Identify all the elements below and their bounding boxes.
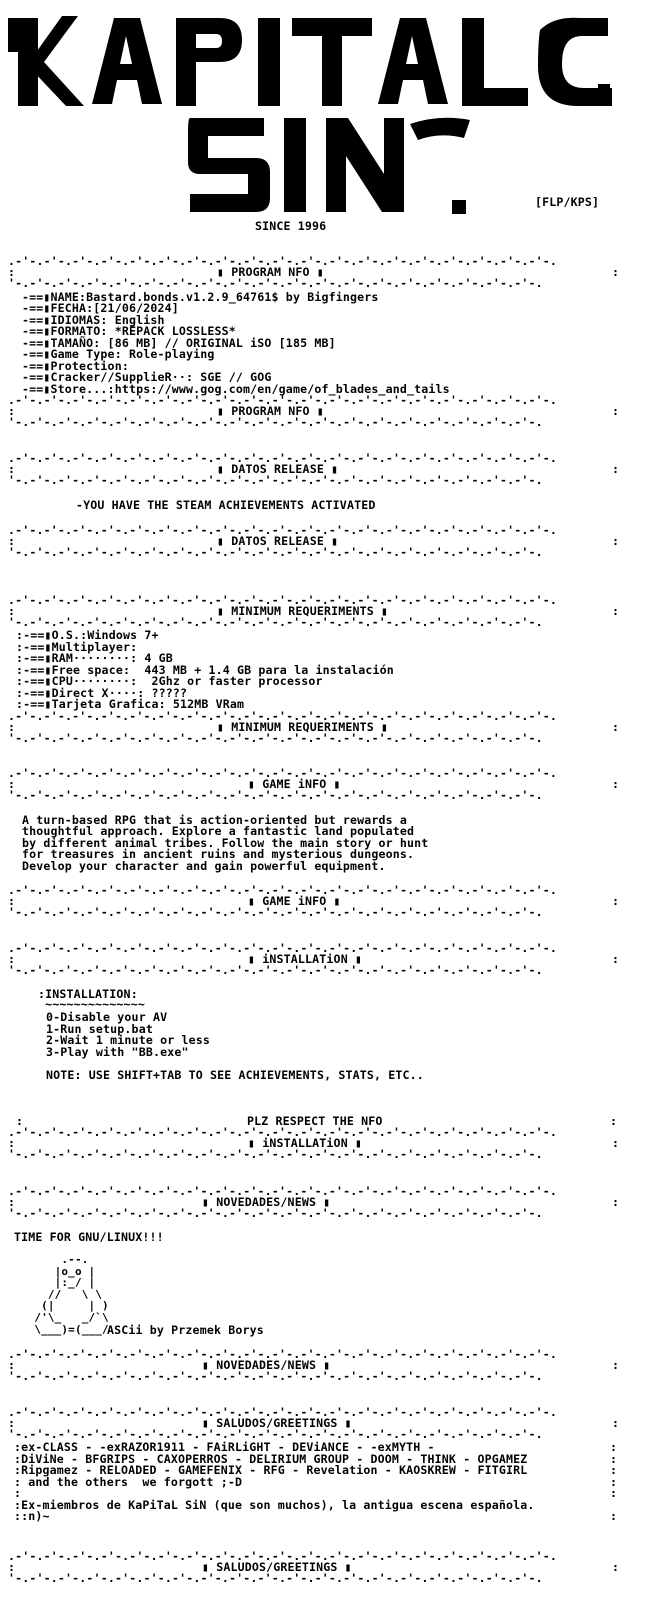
program-line: -==▮FECHA:[21/06/2024]	[22, 301, 179, 315]
since-label: SINCE 1996	[255, 219, 327, 233]
divider-top: .-'-.-'-.-'-.-'-.-'-.-'-.-'-.-'-.-'-.-'-.-'-.-'-.-'-.-'-.-'-.-'-.-'-.-'-.-'-.	[8, 941, 558, 955]
program-line: -==▮Store...:https://www.gog.com/en/game/of_blades_and_tails	[22, 382, 450, 396]
tux-art-line: |o_o |	[14, 1265, 96, 1278]
divider-colon-left: :	[8, 1560, 16, 1574]
divider-top: .-'-.-'-.-'-.-'-.-'-.-'-.-'-.-'-.-'-.-'-.-'-.-'-.-'-.-'-.-'-.-'-.-'-.-'-.-'-.	[8, 766, 558, 780]
tux-art-line: // \ \	[14, 1288, 103, 1301]
greetings-line: :Ripgamez - RELOADED - GAMEFENIX - RFG - Revelation - KAOSKREW - FITGIRL	[14, 1463, 528, 1477]
divider-colon-right: :	[612, 1195, 620, 1209]
divider-colon-left: :	[8, 265, 16, 279]
divider-bottom: '-.-'-.-'-.-'-.-'-.-'-.-'-.-'-.-'-.-'-.-'-.-'-.-'-.-'-.-'-.-'-.-'-.-'-.-'-.	[8, 731, 543, 745]
divider-bottom: '-.-'-.-'-.-'-.-'-.-'-.-'-.-'-.-'-.-'-.-'-.-'-.-'-.-'-.-'-.-'-.-'-.-'-.-'-.	[8, 1571, 543, 1585]
divider-top: .-'-.-'-.-'-.-'-.-'-.-'-.-'-.-'-.-'-.-'-.-'-.-'-.-'-.-'-.-'-.-'-.-'-.-'-.-'-.	[8, 451, 558, 465]
section-title-news-footer: ▮ NOVEDADES/NEWS ▮	[202, 1358, 331, 1372]
greetings-line: :	[14, 1486, 22, 1500]
greetings-line: :DiViNe - BFGRIPS - CAXOPERROS - DELIRIUM GROUP - DOOM - THINK - OPGAMEZ	[14, 1452, 528, 1466]
section-title-news: ▮ NOVEDADES/NEWS ▮	[202, 1195, 331, 1209]
divider-colon-right: :	[610, 1452, 618, 1466]
installation-step: 2-Wait 1 minute or less	[46, 1033, 210, 1047]
installation-note: NOTE: USE SHIFT+TAB TO SEE ACHIEVEMENTS, STATS, ETC..	[46, 1068, 424, 1082]
program-line: -==▮TAMAÑO: [86 MB] // ORIGINAL iSO [185 MB]	[22, 336, 336, 350]
divider-colon-right: :	[612, 604, 620, 618]
datos-line: -YOU HAVE THE STEAM ACHIEVEMENTS ACTIVATED	[76, 498, 376, 512]
divider-colon-right: :	[612, 1560, 620, 1574]
news-headline: TIME FOR GNU/LINUX!!!	[14, 1230, 164, 1244]
divider-top: .-'-.-'-.-'-.-'-.-'-.-'-.-'-.-'-.-'-.-'-.-'-.-'-.-'-.-'-.-'-.-'-.-'-.-'-.-'-.	[8, 1405, 558, 1419]
divider-colon-right: :	[610, 1114, 618, 1128]
divider-colon-left: :	[8, 777, 16, 791]
divider-top: .-'-.-'-.-'-.-'-.-'-.-'-.-'-.-'-.-'-.-'-.-'-.-'-.-'-.-'-.-'-.-'-.-'-.-'-.-'-.	[8, 883, 558, 897]
divider-top: .-'-.-'-.-'-.-'-.-'-.-'-.-'-.-'-.-'-.-'-.-'-.-'-.-'-.-'-.-'-.-'-.-'-.-'-.-'-.	[8, 709, 558, 723]
requirement-line: :-==▮Direct X····: ?????	[16, 686, 188, 700]
divider-bottom: '-.-'-.-'-.-'-.-'-.-'-.-'-.-'-.-'-.-'-.-'-.-'-.-'-.-'-.-'-.-'-.-'-.-'-.-'-.	[8, 1147, 543, 1161]
greetings-line: :ex-CLASS - -exRAZOR1911 - FAiRLiGHT - DEViANCE - -exMYTH -	[14, 1440, 435, 1454]
logo-word-sin	[188, 118, 470, 214]
divider-colon-right: :	[612, 720, 620, 734]
program-line: -==▮Protection:	[22, 359, 129, 373]
divider-colon-left: :	[8, 1358, 16, 1372]
program-line: -==▮Game Type: Role-playing	[22, 347, 215, 361]
greetings-line: : and the others we forgott ;-D	[14, 1475, 243, 1489]
section-title-program: ▮ PROGRAM NFO ▮	[217, 265, 324, 279]
game-info-line: by different animal tribes. Follow the main story or hunt	[22, 836, 429, 850]
requirement-line: :-==▮CPU········: 2Ghz or faster processor	[16, 674, 323, 688]
divider-colon-right: :	[610, 1486, 618, 1500]
program-line: -==▮NAME:Bastard.bonds.v1.2.9_64761$ by Bigfingers	[22, 290, 379, 304]
tux-art-line: /'\_ _/`\	[14, 1311, 109, 1324]
divider-bottom: '-.-'-.-'-.-'-.-'-.-'-.-'-.-'-.-'-.-'-.-'-.-'-.-'-.-'-.-'-.-'-.-'-.-'-.-'-.	[8, 473, 543, 487]
section-title-datos-footer: ▮ DATOS RELEASE ▮	[217, 534, 339, 548]
divider-top: .-'-.-'-.-'-.-'-.-'-.-'-.-'-.-'-.-'-.-'-.-'-.-'-.-'-.-'-.-'-.-'-.-'-.-'-.-'-.	[8, 1549, 558, 1563]
program-line: -==▮FORMATO: *REPACK LOSSLESS*	[22, 324, 236, 338]
section-title-installation: ▮ iNSTALLATiON ▮	[248, 952, 363, 966]
divider-colon-right: :	[612, 462, 620, 476]
divider-colon-right: :	[610, 1440, 618, 1454]
installation-heading: :INSTALLATION:	[38, 987, 138, 1001]
divider-top: .-'-.-'-.-'-.-'-.-'-.-'-.-'-.-'-.-'-.-'-.-'-.-'-.-'-.-'-.-'-.-'-.-'-.-'-.-'-.	[8, 1184, 558, 1198]
divider-colon-left: :	[8, 534, 16, 548]
game-info-line: thoughtful approach. Explore a fantastic land populated	[22, 824, 415, 838]
section-title-greetings-footer: ▮ SALUDOS/GREETINGS ▮	[202, 1560, 352, 1574]
divider-colon-right: :	[612, 894, 620, 908]
requirement-line: :-==▮Free space: 443 MB + 1.4 GB para la instalación	[16, 663, 394, 677]
section-title-program-footer: ▮ PROGRAM NFO ▮	[217, 404, 324, 418]
game-info-line: for treasures in ancient ruins and mysterious dungeons.	[22, 847, 415, 861]
divider-colon-left: :	[8, 604, 16, 618]
divider-bottom: '-.-'-.-'-.-'-.-'-.-'-.-'-.-'-.-'-.-'-.-'-.-'-.-'-.-'-.-'-.-'-.-'-.-'-.-'-.	[8, 545, 543, 559]
divider-top: .-'-.-'-.-'-.-'-.-'-.-'-.-'-.-'-.-'-.-'-.-'-.-'-.-'-.-'-.-'-.-'-.-'-.-'-.-'-.	[8, 254, 558, 268]
divider-bottom: '-.-'-.-'-.-'-.-'-.-'-.-'-.-'-.-'-.-'-.-'-.-'-.-'-.-'-.-'-.-'-.-'-.-'-.-'-.	[8, 415, 543, 429]
greetings-line: ::n)~	[14, 1509, 50, 1523]
program-line: -==▮IDIOMAS: English	[22, 313, 165, 327]
divider-colon-left: :	[8, 1136, 16, 1150]
section-title-greetings: ▮ SALUDOS/GREETINGS ▮	[202, 1416, 352, 1430]
divider-bottom: '-.-'-.-'-.-'-.-'-.-'-.-'-.-'-.-'-.-'-.-'-.-'-.-'-.-'-.-'-.-'-.-'-.-'-.-'-.	[8, 1206, 543, 1220]
logo-word-kapital	[8, 16, 612, 106]
section-title-installation-footer: ▮ iNSTALLATiON ▮	[248, 1136, 363, 1150]
divider-bottom: '-.-'-.-'-.-'-.-'-.-'-.-'-.-'-.-'-.-'-.-'-.-'-.-'-.-'-.-'-.-'-.-'-.-'-.-'-.	[8, 905, 543, 919]
tux-art-line: (| | )	[14, 1299, 109, 1312]
game-info-line: A turn-based RPG that is action-oriented but rewards a	[22, 813, 408, 827]
requirement-line: :-==▮Tarjeta Grafica: 512MB VRam	[16, 697, 245, 711]
divider-colon-left: :	[8, 894, 16, 908]
divider-colon-right: :	[612, 404, 620, 418]
divider-bottom: '-.-'-.-'-.-'-.-'-.-'-.-'-.-'-.-'-.-'-.-'-.-'-.-'-.-'-.-'-.-'-.-'-.-'-.-'-.	[8, 963, 543, 977]
game-info-line: Develop your character and gain powerful equipment.	[22, 859, 386, 873]
divider-colon-right: :	[612, 265, 620, 279]
divider-colon-left: :	[8, 720, 16, 734]
section-title-datos: ▮ DATOS RELEASE ▮	[217, 462, 339, 476]
divider-bottom: '-.-'-.-'-.-'-.-'-.-'-.-'-.-'-.-'-.-'-.-'-.-'-.-'-.-'-.-'-.-'-.-'-.-'-.-'-.	[8, 1427, 543, 1441]
divider-colon-right: :	[612, 777, 620, 791]
divider-top: .-'-.-'-.-'-.-'-.-'-.-'-.-'-.-'-.-'-.-'-.-'-.-'-.-'-.-'-.-'-.-'-.-'-.-'-.-'-.	[8, 393, 558, 407]
tux-art-line: \___)=(___/	[14, 1323, 116, 1336]
tux-art-line: |:_/ |	[14, 1276, 96, 1289]
requirement-line: :-==▮RAM········: 4 GB	[16, 651, 173, 665]
divider-colon-left: :	[8, 1195, 16, 1209]
respect-nfo-label: PLZ RESPECT THE NFO	[247, 1114, 383, 1128]
section-title-minimum-footer: ▮ MINIMUM REQUERIMENTS ▮	[217, 720, 389, 734]
divider-top: .-'-.-'-.-'-.-'-.-'-.-'-.-'-.-'-.-'-.-'-.-'-.-'-.-'-.-'-.-'-.-'-.-'-.-'-.-'-.	[8, 593, 558, 607]
installation-underline: ~~~~~~~~~~~~~~	[38, 997, 145, 1011]
installation-step: 3-Play with "BB.exe"	[46, 1045, 189, 1059]
divider-colon-left: :	[8, 404, 16, 418]
program-line: -==▮Cracker//SupplieR··: SGE // GOG	[22, 370, 272, 384]
section-title-game-info-footer: ▮ GAME iNFO ▮	[248, 894, 341, 908]
divider-colon-right: :	[612, 534, 620, 548]
section-title-minimum: ▮ MINIMUM REQUERIMENTS ▮	[217, 604, 389, 618]
installation-step: 1-Run setup.bat	[46, 1022, 153, 1036]
divider-bottom: '-.-'-.-'-.-'-.-'-.-'-.-'-.-'-.-'-.-'-.-'-.-'-.-'-.-'-.-'-.-'-.-'-.-'-.-'-.	[8, 615, 543, 629]
divider-colon-right: :	[610, 1509, 618, 1523]
greetings-line: :Ex-miembros de KaPiTaL SiN (que son muchos), la antigua escena española.	[14, 1498, 535, 1512]
divider-top: .-'-.-'-.-'-.-'-.-'-.-'-.-'-.-'-.-'-.-'-.-'-.-'-.-'-.-'-.-'-.-'-.-'-.-'-.-'-.	[8, 1347, 558, 1361]
divider-colon-left: :	[8, 1416, 16, 1430]
divider-top: .-'-.-'-.-'-.-'-.-'-.-'-.-'-.-'-.-'-.-'-.-'-.-'-.-'-.-'-.-'-.-'-.-'-.-'-.-'-.	[8, 1125, 558, 1139]
divider-colon-right: :	[612, 1136, 620, 1150]
divider-colon-left: :	[16, 1114, 24, 1128]
divider-colon-right: :	[610, 1463, 618, 1477]
section-title-game-info: ▮ GAME iNFO ▮	[248, 777, 341, 791]
divider-colon-left: :	[8, 952, 16, 966]
divider-colon-right: :	[612, 1416, 620, 1430]
requirement-line: :-==▮O.S.:Windows 7+	[16, 628, 159, 642]
divider-bottom: '-.-'-.-'-.-'-.-'-.-'-.-'-.-'-.-'-.-'-.-'-.-'-.-'-.-'-.-'-.-'-.-'-.-'-.-'-.	[8, 276, 543, 290]
installation-step: 0-Disable your AV	[46, 1010, 168, 1024]
divider-bottom: '-.-'-.-'-.-'-.-'-.-'-.-'-.-'-.-'-.-'-.-'-.-'-.-'-.-'-.-'-.-'-.-'-.-'-.-'-.	[8, 1369, 543, 1383]
requirement-line: :-==▮Multiplayer:	[16, 640, 138, 654]
divider-colon-right: :	[610, 1475, 618, 1489]
group-tag: [FLP/KPS]	[535, 195, 600, 209]
tux-art-line: .--.	[14, 1253, 89, 1266]
divider-colon-right: :	[612, 952, 620, 966]
divider-colon-right: :	[612, 1358, 620, 1372]
divider-top: .-'-.-'-.-'-.-'-.-'-.-'-.-'-.-'-.-'-.-'-.-'-.-'-.-'-.-'-.-'-.-'-.-'-.-'-.-'-.	[8, 523, 558, 537]
divider-bottom: '-.-'-.-'-.-'-.-'-.-'-.-'-.-'-.-'-.-'-.-'-.-'-.-'-.-'-.-'-.-'-.-'-.-'-.-'-.	[8, 788, 543, 802]
ascii-credit: ASCii by Przemek Borys	[107, 1323, 264, 1337]
divider-colon-left: :	[8, 462, 16, 476]
